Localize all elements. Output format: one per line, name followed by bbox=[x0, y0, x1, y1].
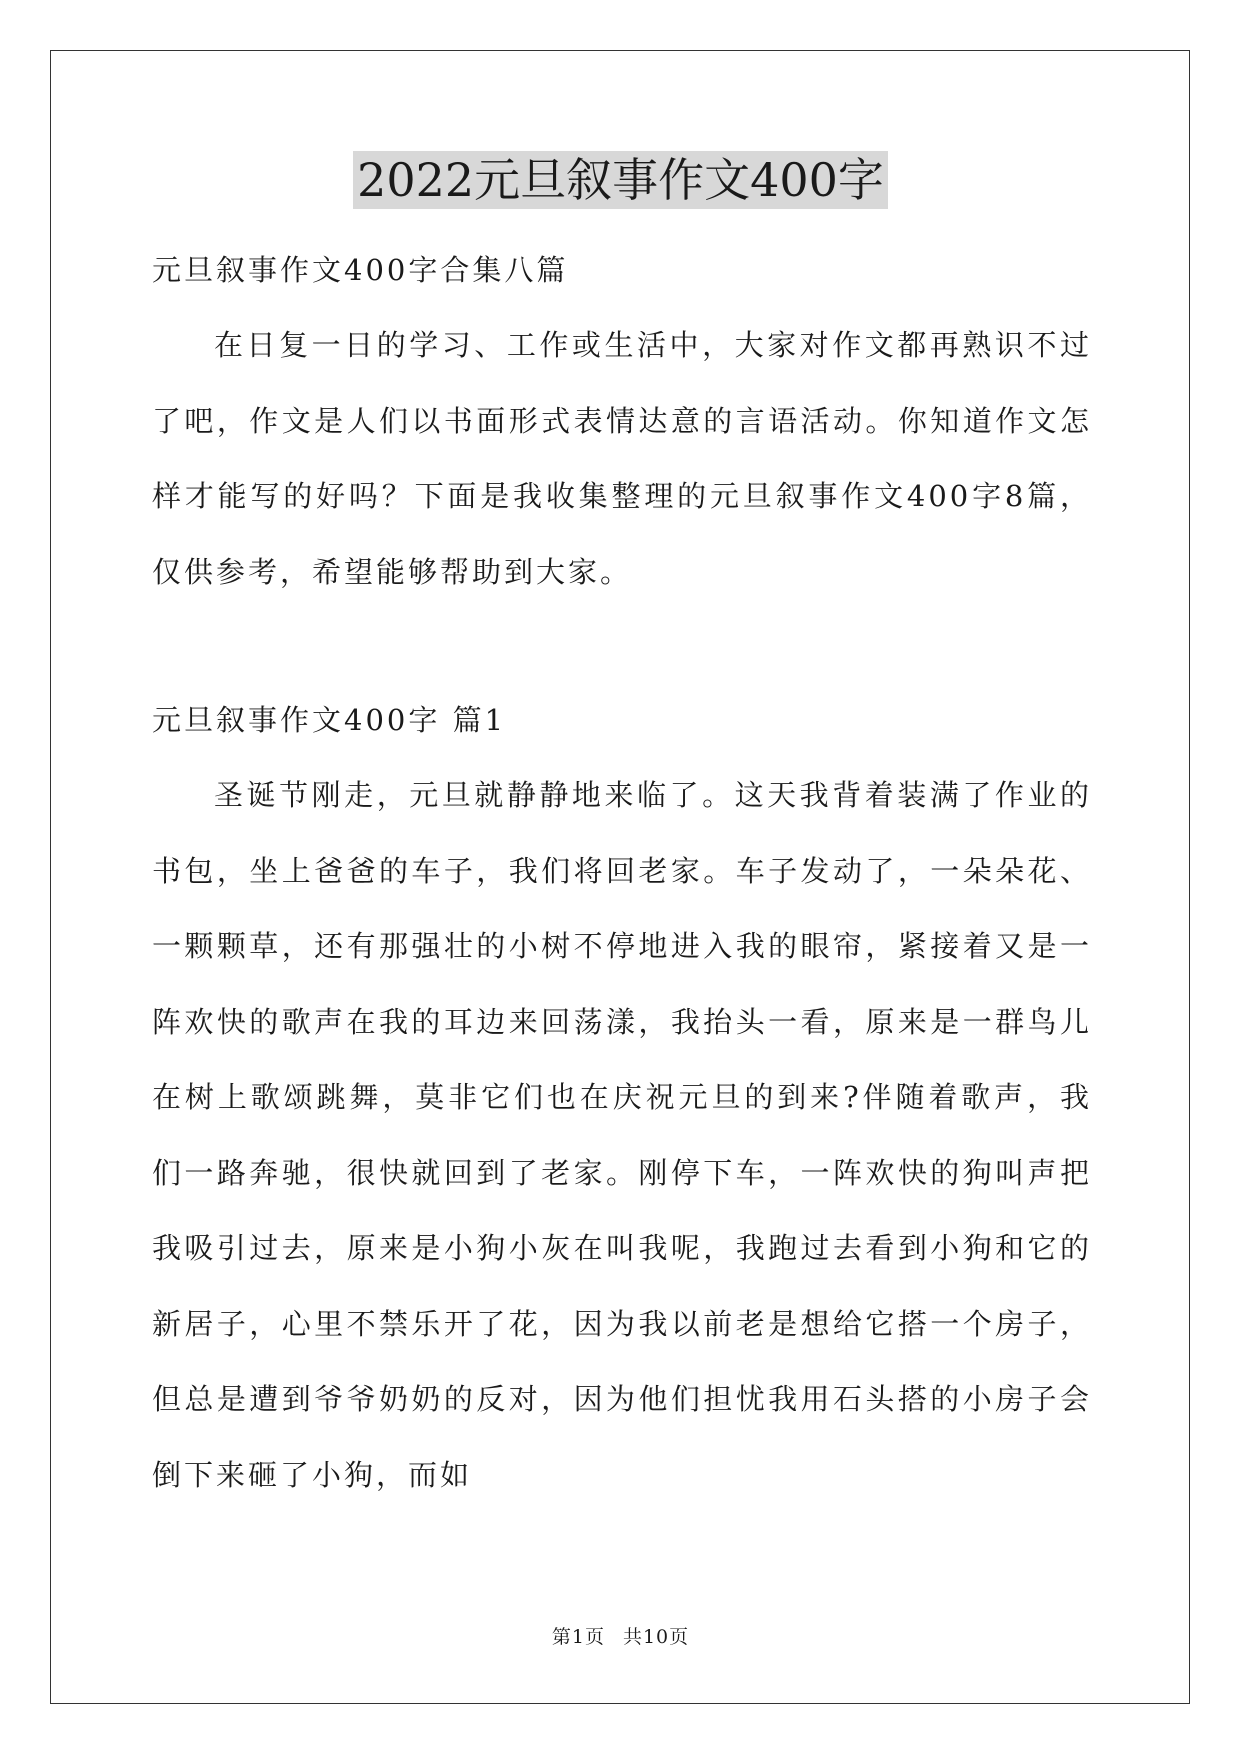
document-title-text: 2022元旦叙事作文400字 bbox=[353, 151, 888, 209]
page-total: 共10页 bbox=[622, 1626, 690, 1648]
intro-paragraph: 在日复一日的学习、工作或生活中，大家对作文都再熟识不过了吧，作文是人们以书面形式表情达意的言语活动。你知道作文怎样才能写的好吗？下面是我收集整理的元旦叙事作文400字8篇，仅供参考，希望能够帮助到大家。 bbox=[152, 328, 1092, 589]
page-footer bbox=[0, 1622, 1241, 1649]
document-title bbox=[0, 150, 1241, 210]
page-number: 第1页 bbox=[551, 1626, 605, 1648]
section-heading: 元旦叙事作文400字 篇1 bbox=[152, 703, 507, 737]
section-paragraph: 圣诞节刚走，元旦就静静地来临了。这天我背着装满了作业的书包，坐上爸爸的车子，我们将回老家。车子发动了，一朵朵花、一颗颗草，还有那强壮的小树不停地进入我的眼帘，紧接着又是一阵欢快的歌声在我的耳边来回荡漾，我抬头一看，原来是一群鸟儿在树上歌颂跳舞，莫非它们也在庆祝元旦的到来?伴随着歌声，我们一路奔驰，很快就回到了老家。刚停下车，一阵欢快的狗叫声把我吸引过去，原来是小狗小灰在叫我呢，我跑过去看到小狗和它的新居子，心里不禁乐开了花，因为我以前老是想给它搭一个房子，但总是遭到爷爷奶奶的反对，因为他们担忧我用石头搭的小房子会倒下来砸了小狗，而如 bbox=[152, 778, 1092, 1492]
document-subtitle: 元旦叙事作文400字合集八篇 bbox=[152, 253, 569, 287]
section-spacer bbox=[152, 610, 1092, 682]
document-body bbox=[152, 232, 1092, 1513]
